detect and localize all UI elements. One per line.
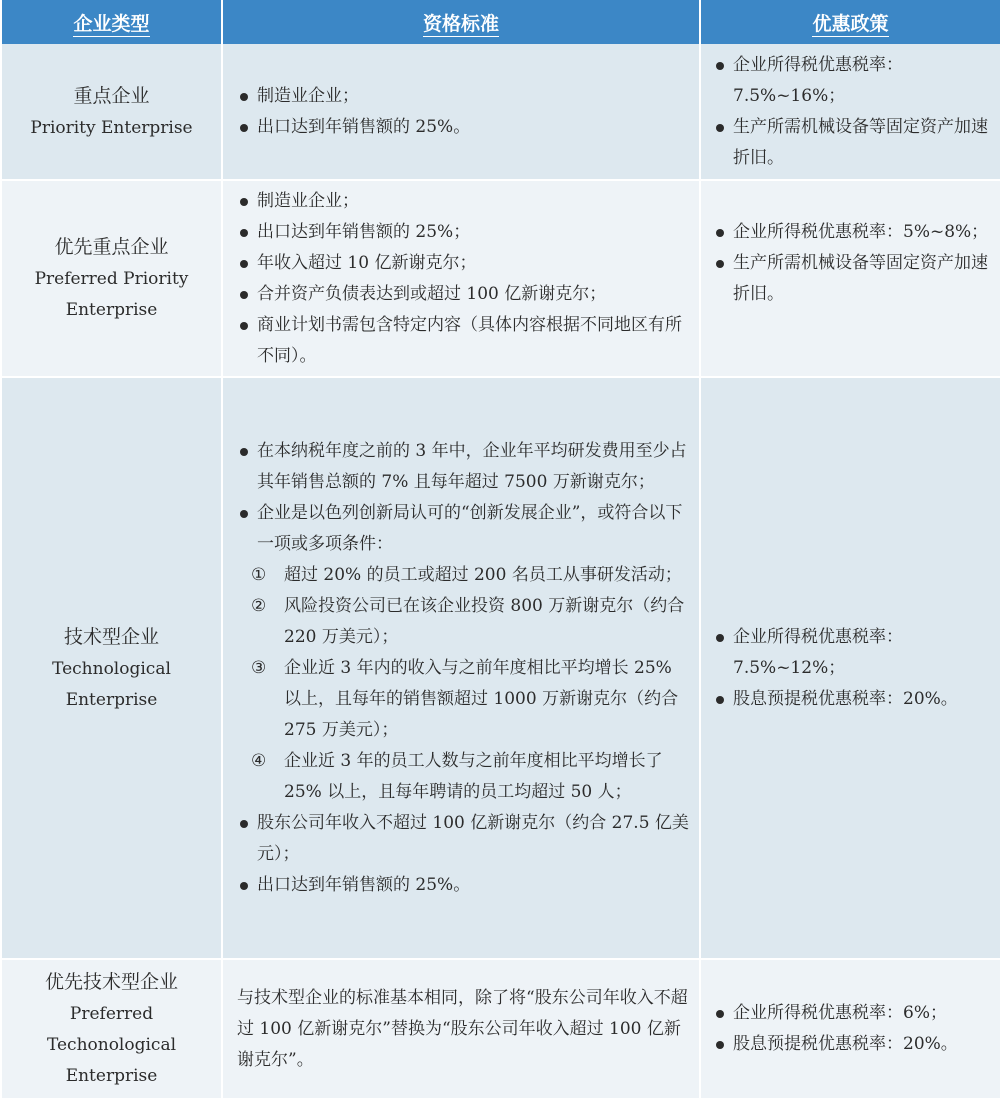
criteria-item: 出口达到年销售额的 25%； [237, 217, 691, 248]
condition-item [237, 653, 691, 746]
enterprise-type-zh: 优先技术型企业 [44, 971, 178, 993]
criteria-item [237, 498, 691, 560]
table-header-row [2, 0, 1000, 44]
criteria-item: 年收入超过 10 亿新谢克尔； [237, 248, 691, 279]
condition-number: ③ [251, 657, 267, 678]
criteria-item: 出口达到年销售额的 25%。 [237, 870, 691, 901]
condition-item [237, 591, 691, 653]
condition-number: ① [251, 564, 267, 585]
conditions-list [237, 560, 691, 808]
criteria-item: 制造业企业； [237, 81, 691, 112]
enterprise-type-en: Enterprise [65, 689, 158, 710]
header-qualification-criteria: 资格标准 [222, 0, 700, 44]
criteria-cell [222, 959, 700, 1099]
policy-item: 股息预提税优惠税率：20%。 [713, 1029, 992, 1060]
enterprise-type-en: Priority Enterprise [30, 117, 193, 138]
policy-item: 企业所得税优惠税率：7.5%~16%； [713, 50, 992, 112]
criteria-cell [222, 377, 700, 959]
condition-text: 企业近 3 年内的收入与之前年度相比平均增长 25% 以上，且每年的销售额超过 1000 万新谢克尔（约合 275 万美元）； [284, 657, 679, 740]
enterprise-type-cell [2, 377, 222, 959]
enterprise-type-en: Preferred Priority [34, 269, 189, 289]
policy-item: 企业所得税优惠税率：6%； [713, 998, 992, 1029]
criteria-cell [222, 180, 700, 377]
policy-item: 企业所得税优惠税率：5%~8%； [713, 217, 992, 248]
criteria-item: 制造业企业； [237, 186, 691, 217]
criteria-item: 股东公司年收入不超过 100 亿新谢克尔（约合 27.5 亿美元）； [237, 808, 691, 870]
policy-item: 企业所得税优惠税率：7.5%~12%； [713, 622, 992, 684]
table-row-priority-enterprise [2, 44, 1000, 180]
condition-number: ④ [251, 750, 267, 771]
criteria-cell [222, 44, 700, 180]
table-row-technological-enterprise [2, 377, 1000, 959]
policy-cell [700, 959, 1000, 1099]
condition-text: 风险投资公司已在该企业投资 800 万新谢克尔（约合 220 万美元）； [284, 595, 685, 647]
condition-number: ② [251, 595, 267, 616]
policy-item: 股息预提税优惠税率：20%。 [713, 684, 992, 715]
condition-text: 超过 20% 的员工或超过 200 名员工从事研发活动； [284, 564, 682, 585]
enterprise-type-cell [2, 44, 222, 180]
policy-cell [700, 377, 1000, 959]
condition-item [237, 560, 691, 591]
enterprise-type-cell [2, 180, 222, 377]
header-preferential-policy: 优惠政策 [700, 0, 1000, 44]
policy-cell [700, 180, 1000, 377]
enterprise-type-zh: 技术型企业 [63, 625, 159, 648]
table-row-preferred-priority-enterprise [2, 180, 1000, 377]
condition-text: 企业近 3 年的员工人数与之前年度相比平均增长了 25% 以上，且每年聘请的员工均超过 50 人； [284, 750, 663, 802]
table-row-preferred-technological-enterprise [2, 959, 1000, 1099]
policy-item: 生产所需机械设备等固定资产加速折旧。 [713, 112, 992, 174]
enterprise-type-zh: 优先重点企业 [54, 236, 169, 258]
enterprise-type-en: Technological [52, 658, 171, 679]
criteria-item: 合并资产负债表达到或超过 100 亿新谢克尔； [237, 279, 691, 310]
criteria-item-text: 企业是以色列创新局认可的“创新发展企业”，或符合以下一项或多项条件： [257, 502, 683, 554]
enterprise-type-en: Enterprise [65, 1066, 158, 1086]
policy-item: 生产所需机械设备等固定资产加速折旧。 [713, 248, 992, 310]
condition-item [237, 746, 691, 808]
criteria-item: 商业计划书需包含特定内容（具体内容根据不同地区有所不同）。 [237, 310, 691, 372]
enterprise-type-en: Preferred [69, 1004, 154, 1024]
criteria-item: 出口达到年销售额的 25%。 [237, 112, 691, 143]
header-enterprise-type: 企业类型 [2, 0, 222, 44]
enterprise-type-zh: 重点企业 [73, 84, 150, 107]
policy-table [2, 0, 1000, 1100]
criteria-text: 与技术型企业的标准基本相同，除了将“股东公司年收入不超过 100 亿新谢克尔”替换为“股东公司年收入超过 100 亿新谢克尔”。 [237, 987, 688, 1070]
enterprise-type-en: Techonological [46, 1035, 177, 1055]
enterprise-type-en: Enterprise [65, 300, 158, 320]
enterprise-type-cell [2, 959, 222, 1099]
policy-cell [700, 44, 1000, 180]
criteria-item: 在本纳税年度之前的 3 年中，企业年平均研发费用至少占其年销售总额的 7% 且每年超过 7500 万新谢克尔； [237, 436, 691, 498]
